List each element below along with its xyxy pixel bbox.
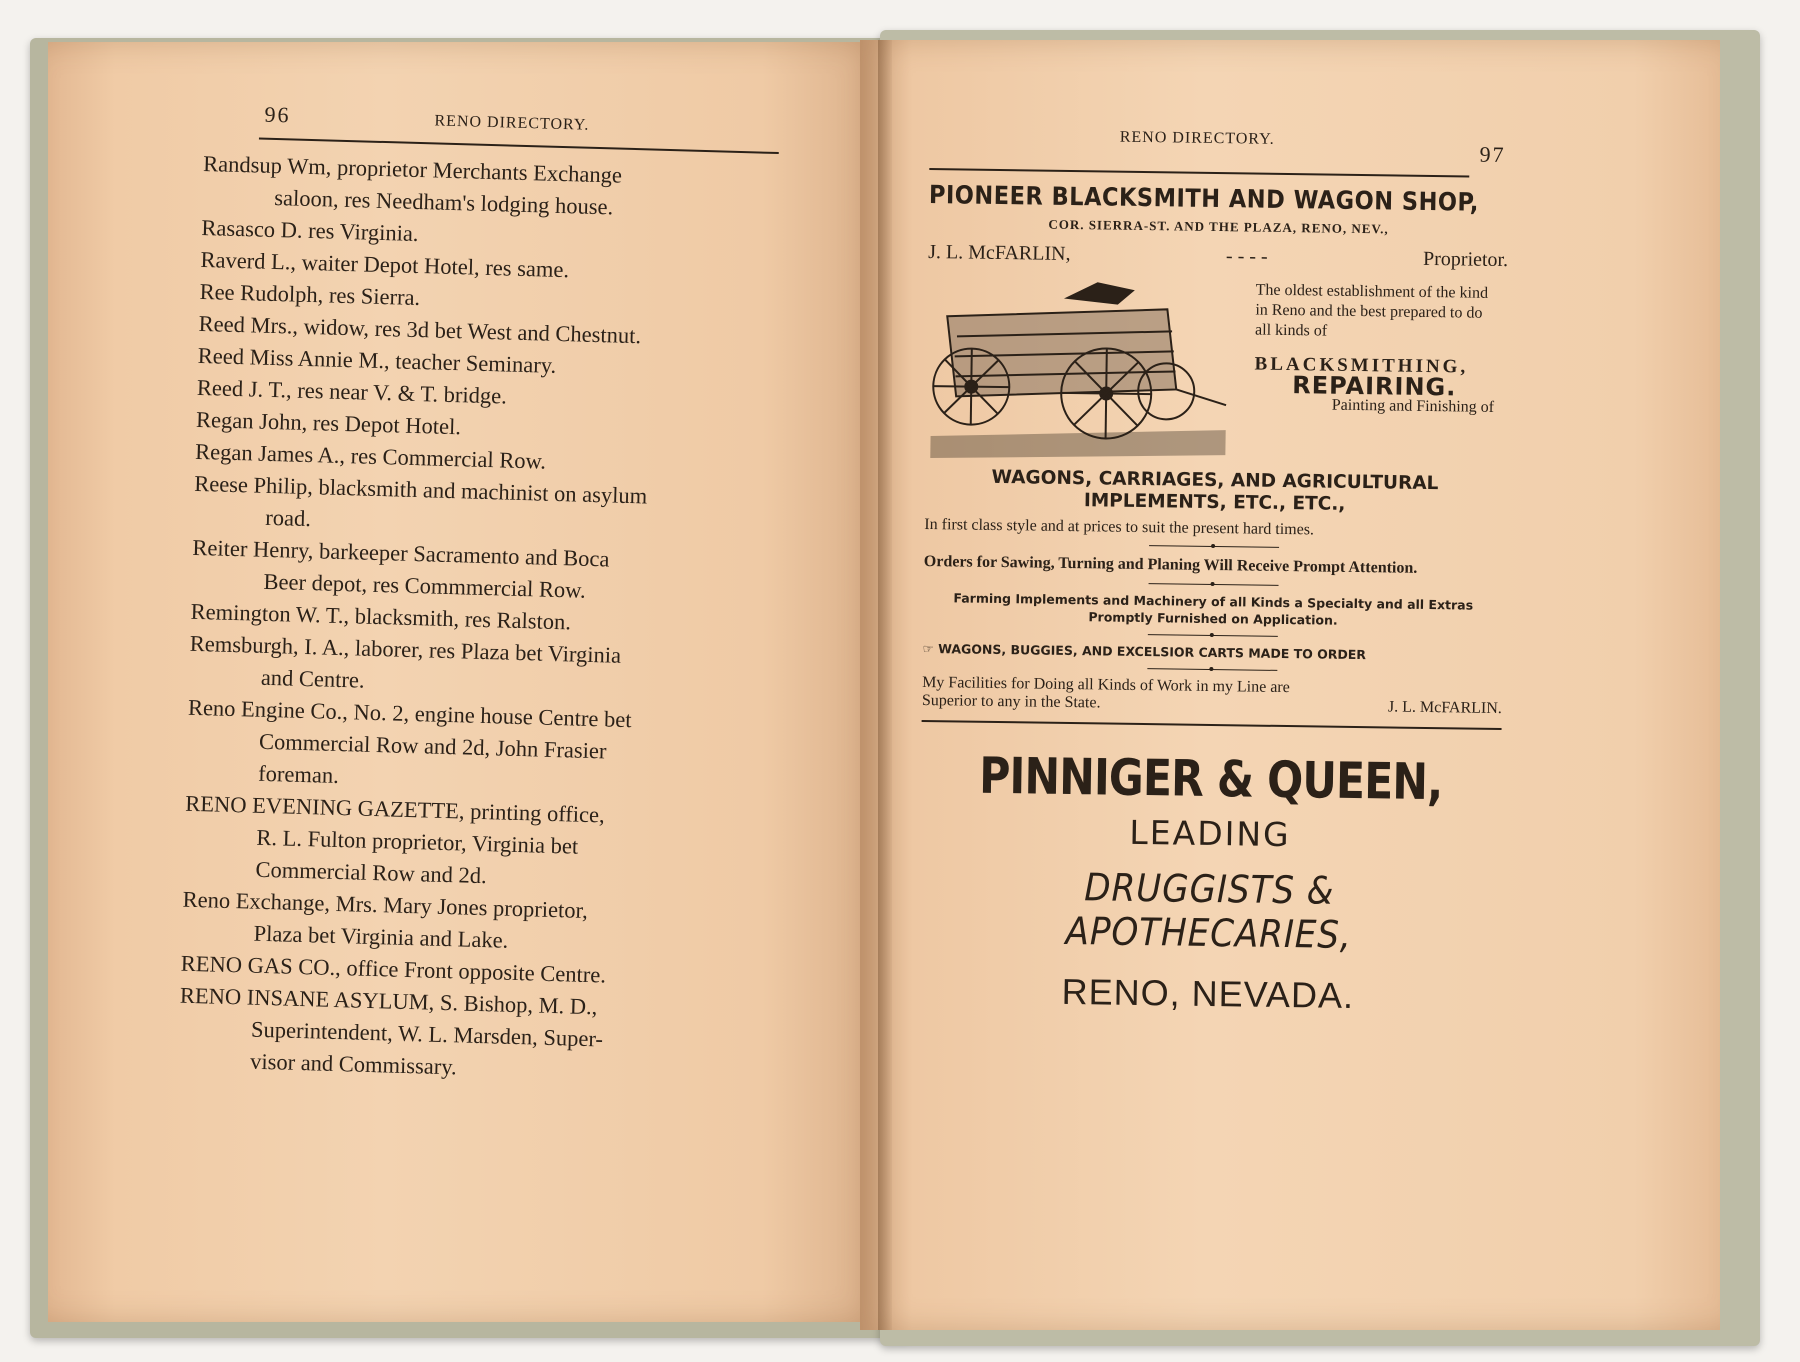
ornament-rule-2 — [1149, 583, 1279, 586]
proprietor-dashes: - - - - — [1225, 245, 1268, 268]
leading-text: LEADING — [1129, 812, 1291, 855]
entry-name: Reese Philip, blacksmith and machinist on asylum — [193, 470, 648, 509]
wagon-engraving — [925, 276, 1248, 470]
entry-continuation: saloon, res Needham's lodging house. — [273, 184, 614, 220]
entry-name: Reno Engine Co., No. 2, engine house Centre bet — [187, 694, 632, 733]
entry-name: Remsburgh, I. A., laborer, res Plaza bet Virginia — [189, 630, 622, 668]
left-page-text — [178, 100, 825, 1093]
right-page-text — [918, 120, 1510, 1019]
entry-name: Reed J. T., res near V. & T. bridge. — [196, 374, 508, 409]
orders-text: Orders for Sawing, Turning and Planing Will Receive Prompt Attention. — [923, 552, 1418, 577]
entry-name: Reiter Henry, barkeeper Sacramento and Boca — [192, 534, 610, 572]
directory-entries — [178, 148, 824, 1093]
right-page-number: 97 — [1479, 141, 1506, 168]
reno-nevada-text: RENO, NEVADA. — [1061, 970, 1355, 1017]
entry-name: Remington W. T., blacksmith, res Ralston. — [190, 598, 572, 635]
entry-name: Randsup Wm, proprietor Merchants Exchange — [202, 150, 623, 188]
ornament-rule-4 — [1147, 668, 1277, 671]
book-gutter — [878, 40, 892, 1330]
superior-text: Superior to any in the State. — [921, 691, 1101, 712]
wagons-heading-line-2: IMPLEMENTS, ETC., ETC., — [1083, 490, 1346, 515]
first-class-text: In first class style and at prices to suit the present hard times. — [924, 515, 1315, 539]
pinniger-queen-title: PINNIGER & QUEEN, — [978, 746, 1443, 812]
entry-name: Regan John, res Depot Hotel. — [195, 406, 462, 440]
proprietor-line — [928, 241, 1508, 272]
wagon-section — [925, 276, 1508, 474]
ornament-rule-1 — [1149, 545, 1279, 548]
entry-name: Raverd L., waiter Depot Hotel, res same. — [200, 246, 570, 283]
entry-continuation: Beer depot, res Commmercial Row. — [263, 568, 587, 603]
entry-continuation: Commercial Row and 2d, John Frasier — [258, 728, 607, 764]
proprietor-label: Proprietor. — [1422, 247, 1509, 272]
entry-name: Regan James A., res Commercial Row. — [194, 438, 547, 474]
shop-title: PIONEER BLACKSMITH AND WAGON SHOP, — [928, 179, 1480, 217]
left-page-number: 96 — [264, 101, 291, 128]
entry-continuation: road. — [265, 504, 312, 532]
entry-name: RENO EVENING GAZETTE, printing office, — [185, 790, 606, 828]
entry-continuation: Commercial Row and 2d. — [255, 856, 488, 889]
right-running-title: RENO DIRECTORY. — [1119, 128, 1275, 148]
druggists-text: DRUGGISTS & APOTHECARIES, — [1065, 865, 1353, 957]
wagons-made-text: ☞ WAGONS, BUGGIES, AND EXCELSIOR CARTS MADE TO ORDER — [922, 640, 1367, 663]
blacksmithing-label: BLACKSMITHING, — [1254, 353, 1469, 378]
entry-continuation: and Centre. — [260, 664, 365, 693]
proprietor-name: J. L. McFARLIN, — [928, 240, 1071, 265]
wagons-heading — [925, 466, 1506, 518]
entry-name: RENO GAS CO., office Front opposite Centre. — [180, 950, 607, 988]
shop-address: COR. SIERRA-ST. AND THE PLAZA, RENO, NEV., — [1048, 216, 1389, 237]
wagons-heading-line-1: WAGONS, CARRIAGES, AND AGRICULTURAL — [991, 466, 1439, 495]
entry-name: Reed Miss Annie M., teacher Seminary. — [197, 342, 557, 378]
right-running-head — [929, 120, 1509, 168]
right-head-rule — [929, 168, 1469, 178]
entry-continuation: Plaza bet Virginia and Lake. — [253, 920, 509, 953]
side-description — [1253, 281, 1496, 474]
section-rule — [922, 720, 1502, 730]
farming-text: Farming Implements and Machinery of all Kinds a Specialty and all Extras Promptly Furnished on Application. — [953, 590, 1474, 628]
oldest-text: The oldest establishment of the kind in Reno and the best prepared to do all kinds of — [1254, 281, 1489, 340]
entry-continuation: Superintendent, W. L. Marsden, Super- — [250, 1016, 604, 1052]
entry-name: Reed Mrs., widow, res 3d bet West and Chestnut. — [198, 310, 642, 349]
ornament-rule-3 — [1148, 634, 1278, 637]
entry-continuation: R. L. Fulton proprietor, Virginia bet — [256, 824, 579, 859]
left-running-title: RENO DIRECTORY. — [434, 112, 590, 134]
entry-name: Ree Rudolph, res Sierra. — [199, 278, 421, 311]
entry-name: RENO INSANE ASYLUM, S. Bishop, M. D., — [179, 982, 598, 1020]
entry-name: Rasasco D. res Virginia. — [201, 214, 419, 247]
entry-continuation: visor and Commissary. — [249, 1048, 458, 1080]
entry-continuation: foreman. — [257, 760, 340, 788]
facilities-text: My Facilities for Doing all Kinds of Work in my Line are — [922, 673, 1290, 697]
signature: J. L. McFARLIN. — [1387, 698, 1502, 718]
repairing-label: REPAIRING. — [1292, 371, 1457, 402]
entry-name: Reno Exchange, Mrs. Mary Jones proprietor, — [182, 886, 589, 923]
painting-label: Painting and Finishing of — [1331, 396, 1495, 416]
